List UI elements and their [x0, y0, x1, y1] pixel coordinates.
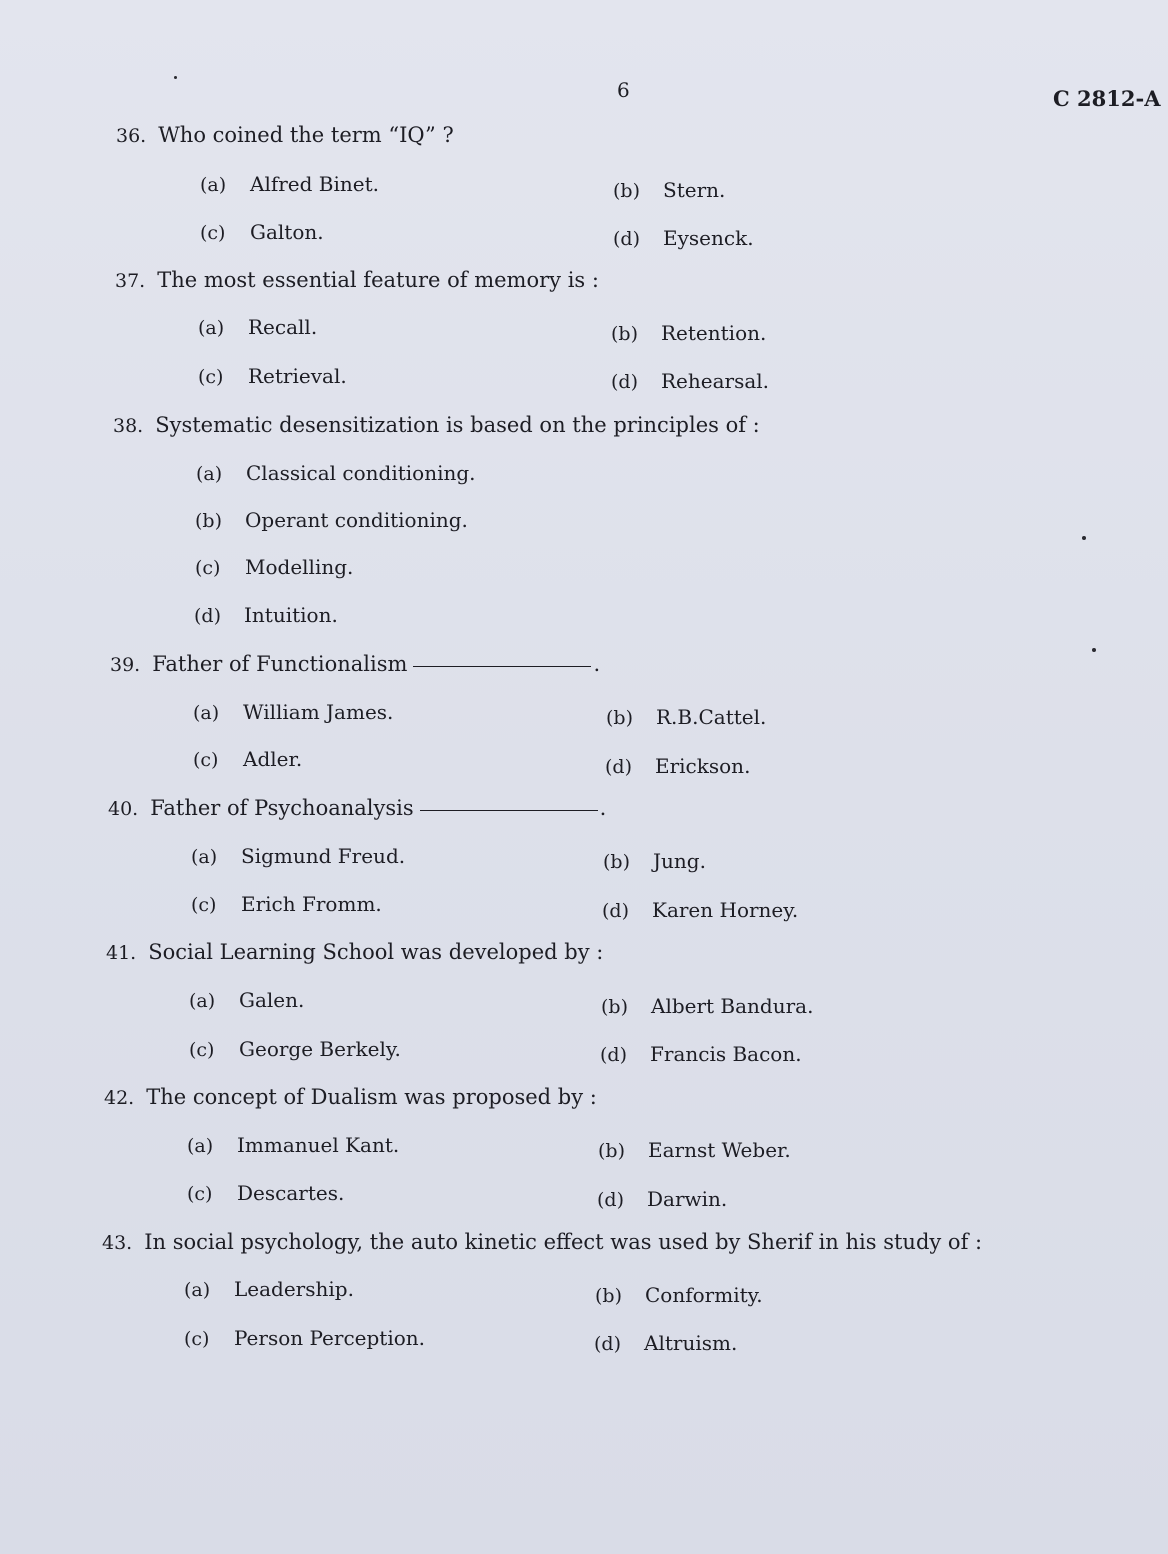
option-36a — [200, 172, 379, 196]
option-letter: (c) — [198, 366, 224, 388]
option-text: Erickson. — [655, 754, 751, 778]
option-43a — [184, 1277, 354, 1301]
question-38 — [113, 413, 760, 437]
option-letter: (d) — [594, 1333, 621, 1355]
option-text: Earnst Weber. — [648, 1138, 791, 1162]
option-letter: (a) — [200, 174, 227, 196]
option-letter: (c) — [187, 1183, 213, 1205]
option-letter: (a) — [191, 846, 218, 868]
option-text: Leadership. — [234, 1277, 354, 1301]
option-36b — [613, 178, 725, 202]
option-42d — [597, 1187, 727, 1211]
option-text: Darwin. — [647, 1187, 728, 1211]
option-38d — [194, 603, 338, 627]
option-text: Retrieval. — [248, 364, 347, 388]
question-number: 36. — [116, 125, 147, 147]
option-text: Karen Horney. — [652, 898, 799, 922]
question-36 — [116, 123, 454, 147]
option-41d — [600, 1042, 802, 1066]
option-39c — [193, 747, 302, 771]
option-text: William James. — [243, 700, 394, 724]
option-text: George Berkely. — [239, 1037, 401, 1061]
option-39b — [606, 705, 766, 729]
question-stem: Who coined the term “IQ” ? — [158, 123, 454, 147]
option-text: Albert Bandura. — [651, 994, 814, 1018]
option-letter: (c) — [200, 222, 226, 244]
option-38a — [196, 461, 476, 485]
option-letter: (b) — [613, 180, 640, 202]
question-number: 37. — [115, 270, 146, 292]
option-text: Altruism. — [644, 1331, 738, 1355]
option-letter: (b) — [611, 323, 638, 345]
option-letter: (a) — [184, 1279, 211, 1301]
option-37a — [198, 315, 317, 339]
option-letter: (b) — [603, 851, 630, 873]
option-letter: (c) — [191, 894, 217, 916]
option-37d — [611, 369, 769, 393]
answer-blank — [420, 809, 598, 811]
option-40b — [603, 849, 706, 873]
option-letter: (d) — [613, 228, 640, 250]
option-text: Eysenck. — [663, 226, 754, 250]
option-38c — [195, 555, 353, 579]
option-38b — [195, 508, 468, 532]
scan-speck — [174, 76, 177, 79]
option-text: Stern. — [663, 178, 726, 202]
option-text: Operant conditioning. — [245, 508, 468, 532]
option-letter: (c) — [189, 1039, 215, 1061]
option-42b — [598, 1138, 791, 1162]
question-stem: In social psychology, the auto kinetic effect was used by Sherif in his study of : — [144, 1230, 983, 1254]
option-37b — [611, 321, 766, 345]
option-letter: (d) — [602, 900, 629, 922]
question-stem: The concept of Dualism was proposed by : — [146, 1085, 597, 1109]
option-text: Intuition. — [244, 603, 338, 627]
question-number: 42. — [104, 1087, 135, 1109]
option-text: Modelling. — [245, 555, 354, 579]
question-stem-end: . — [599, 796, 607, 820]
option-text: Rehearsal. — [661, 369, 770, 393]
question-stem: Father of Functionalism — [152, 652, 408, 676]
option-letter: (d) — [600, 1044, 627, 1066]
option-text: Galen. — [239, 988, 305, 1012]
option-41a — [189, 988, 304, 1012]
option-letter: (b) — [606, 707, 633, 729]
option-37c — [198, 364, 347, 388]
option-text: Conformity. — [645, 1283, 763, 1307]
option-letter: (c) — [184, 1328, 210, 1350]
option-text: Person Perception. — [234, 1326, 426, 1350]
option-letter: (d) — [194, 605, 221, 627]
question-43 — [102, 1230, 982, 1254]
question-stem: The most essential feature of memory is : — [157, 268, 599, 292]
option-text: Alfred Binet. — [250, 172, 380, 196]
option-letter: (d) — [611, 371, 638, 393]
exam-code: C 2812-A — [1053, 86, 1161, 111]
question-stem: Father of Psychoanalysis — [150, 796, 414, 820]
scan-speck — [1092, 648, 1096, 652]
option-43b — [595, 1283, 763, 1307]
question-37 — [115, 268, 599, 292]
option-letter: (a) — [193, 702, 220, 724]
option-text: Galton. — [250, 220, 324, 244]
question-number: 43. — [102, 1232, 133, 1254]
option-letter: (b) — [195, 510, 222, 532]
option-36d — [613, 226, 754, 250]
option-letter: (a) — [187, 1135, 214, 1157]
option-letter: (a) — [196, 463, 223, 485]
option-39d — [605, 754, 750, 778]
question-number: 38. — [113, 415, 144, 437]
answer-blank — [413, 665, 591, 667]
option-letter: (c) — [193, 749, 219, 771]
option-36c — [200, 220, 324, 244]
question-number: 41. — [106, 942, 137, 964]
option-letter: (d) — [597, 1189, 624, 1211]
question-stem: Systematic desensitization is based on the principles of : — [155, 413, 760, 437]
option-letter: (d) — [605, 756, 632, 778]
question-number: 40. — [108, 798, 139, 820]
option-text: Classical conditioning. — [246, 461, 476, 485]
option-40d — [602, 898, 798, 922]
scan-speck — [1082, 536, 1086, 540]
page-number: 6 — [617, 78, 630, 102]
option-43c — [184, 1326, 425, 1350]
option-text: Erich Fromm. — [241, 892, 382, 916]
option-letter: (a) — [189, 990, 216, 1012]
option-text: Immanuel Kant. — [237, 1133, 400, 1157]
option-40c — [191, 892, 382, 916]
option-text: Retention. — [661, 321, 767, 345]
question-39 — [110, 652, 600, 676]
option-41b — [601, 994, 813, 1018]
option-letter: (c) — [195, 557, 221, 579]
question-number: 39. — [110, 654, 141, 676]
question-42 — [104, 1085, 597, 1109]
option-39a — [193, 700, 393, 724]
option-text: Recall. — [248, 315, 318, 339]
option-text: R.B.Cattel. — [656, 705, 767, 729]
option-42a — [187, 1133, 399, 1157]
question-40 — [108, 796, 606, 820]
option-43d — [594, 1331, 737, 1355]
question-41 — [106, 940, 603, 964]
option-41c — [189, 1037, 401, 1061]
question-stem: Social Learning School was developed by : — [148, 940, 604, 964]
option-text: Descartes. — [237, 1181, 345, 1205]
option-letter: (a) — [198, 317, 225, 339]
option-42c — [187, 1181, 344, 1205]
option-text: Adler. — [243, 747, 303, 771]
option-letter: (b) — [598, 1140, 625, 1162]
option-40a — [191, 844, 405, 868]
option-letter: (b) — [595, 1285, 622, 1307]
option-letter: (b) — [601, 996, 628, 1018]
option-text: Jung. — [653, 849, 706, 873]
question-stem-end: . — [593, 652, 601, 676]
option-text: Francis Bacon. — [650, 1042, 802, 1066]
option-text: Sigmund Freud. — [241, 844, 406, 868]
